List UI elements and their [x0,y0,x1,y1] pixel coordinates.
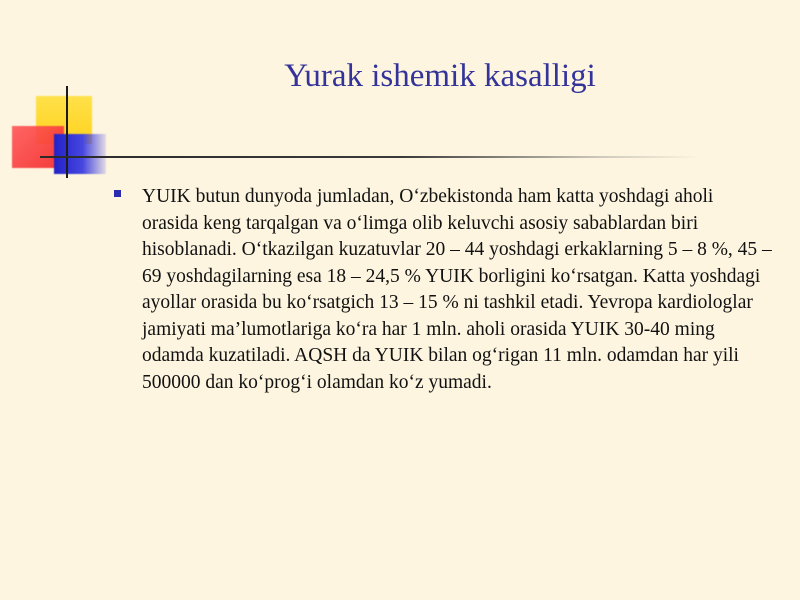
bullet-list [112,184,772,396]
title-underline [40,156,700,158]
slide-title: Yurak ishemik kasalligi [284,58,596,94]
vertical-divider-line [66,86,68,178]
square-bullet-icon [114,190,121,197]
color-blocks-logo-icon [0,0,120,190]
bullet-text: YUIK butun dunyoda jumladan, O‘zbekistonda ham katta yoshdagi aholi orasida keng tarqalgan va o‘limga olib keluvchi asosiy sabablardan biri hisoblanadi. O‘tkazilgan kuzatuvlar 20 – 44 yoshdagi erkaklarning 5 – 8 %, 45 – 69 yoshdagilarning esa 18 – 24,5 % YUIK borligini ko‘rsatgan. Katta yoshdagi ayollar orasida bu ko‘rsatgich 13 – 15 % ni tashkil etadi. Yevropa kardiologlar jamiyati ma’lumotlariga ko‘ra har 1 mln. aholi orasida YUIK 30-40 ming odamda kuzatiladi. AQSH da YUIK bilan og‘rigan 11 mln. odamdan har yili 500000 dan ko‘prog‘i olamdan ko‘z yumadi. [142,186,772,393]
blue-block [54,134,106,174]
bullet-item [112,184,772,396]
